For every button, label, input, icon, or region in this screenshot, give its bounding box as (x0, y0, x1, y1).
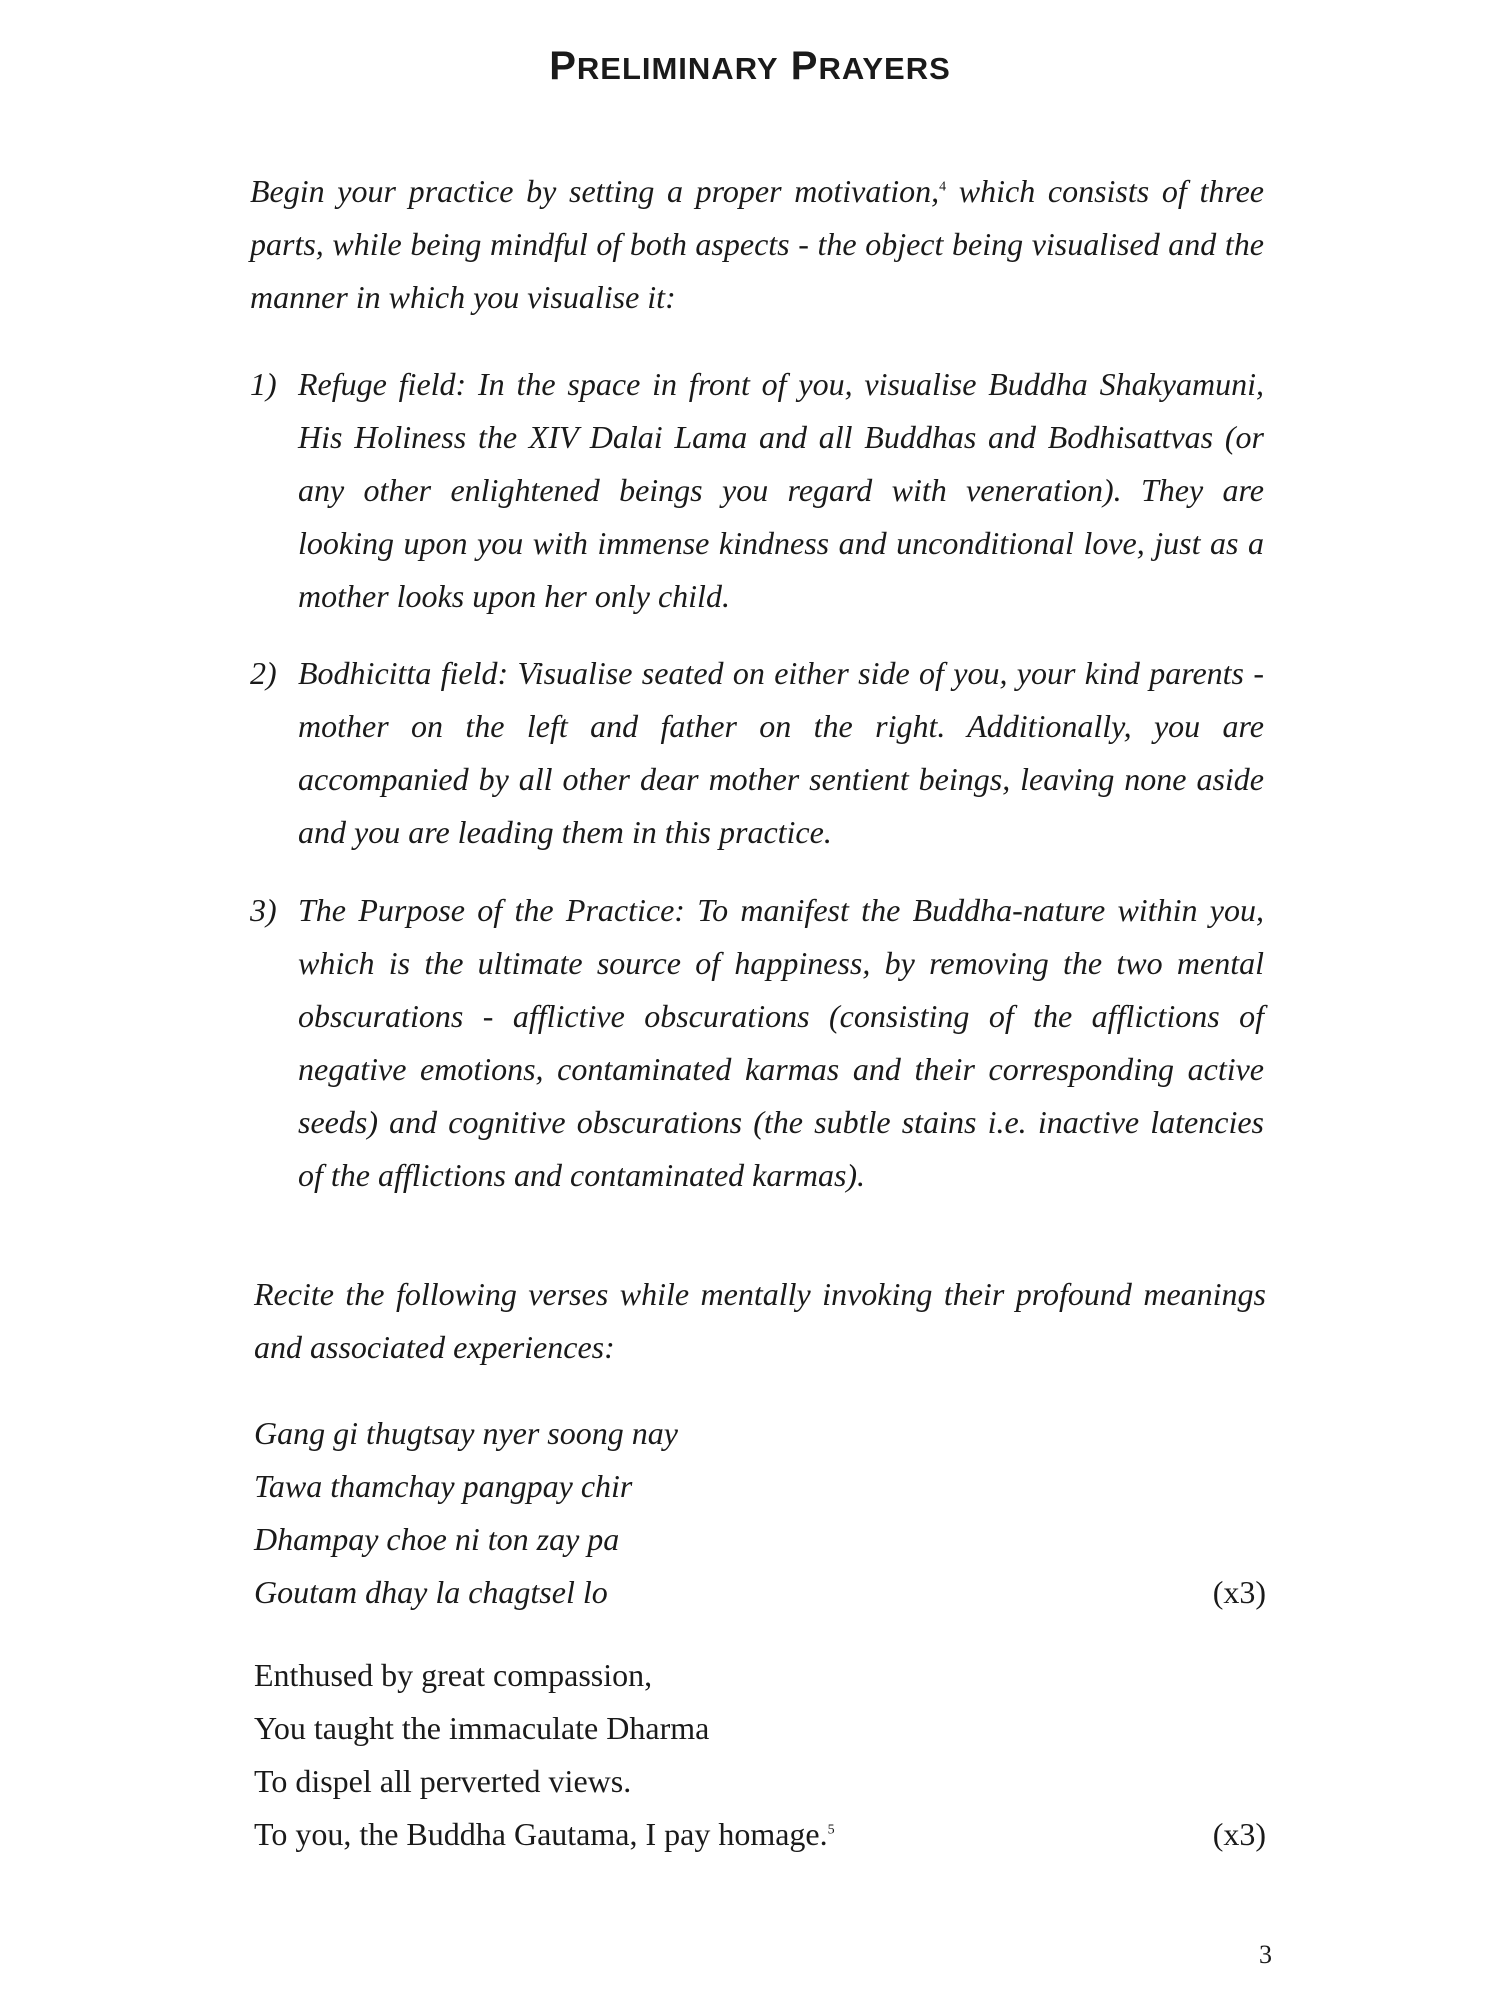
verse-line: Dhampay choe ni ton zay pa (254, 1521, 620, 1557)
list-item-text: Refuge field: In the space in front of you, visualise Buddha Shakyamuni, His Holiness the XIV Dalai Lama and all Buddhas and Bodhisattvas (or any other enlightened beings you regard with veneration). They are looking upon you with immense kindness and unconditional love, just as a mother looks upon her only child. (298, 366, 1264, 614)
verse-line: Enthused by great compassion, (254, 1657, 653, 1693)
verse-line: Gang gi thugtsay nyer soong nay (254, 1415, 678, 1451)
verse-line: Tawa thamchay pangpay chir (254, 1468, 633, 1504)
intro-text-start: Begin your practice by setting a proper motivation, (250, 173, 940, 209)
list-item-text: Bodhicitta field: Visualise seated on either side of you, your kind parents - mother on the left and father on the right. Additionally, you are accompanied by all other dear mother sentient beings, leaving none aside and you are leading them in this practice. (298, 655, 1264, 850)
verse-line: To you, the Buddha Gautama, I pay homage.$^5$ (x3) (254, 1808, 1266, 1861)
intro-text-end: which consists of three parts, while being mindful of both aspects - the object being visualised and the manner in which you visualise it: (250, 173, 1265, 315)
verse-line: You taught the immaculate Dharma (254, 1710, 710, 1746)
intro-paragraph (250, 165, 1264, 324)
footnote-ref-4: 4 (939, 179, 947, 195)
recite-instruction: Recite the following verses while mentally invoking their profound meanings and associated experiences: (254, 1276, 1266, 1365)
verse-line: To dispel all perverted views. (254, 1763, 632, 1799)
verse-translation (254, 1649, 1266, 1861)
list-item-number: 3) (250, 892, 277, 928)
page-number: 3 (1259, 1940, 1272, 1969)
repeat-marker: (x3) (1212, 1816, 1266, 1852)
list-item-number: 1) (250, 366, 277, 402)
footnote-ref-5: 5 (827, 1822, 835, 1838)
page-title (0, 44, 1500, 89)
title-cap-1: P (549, 44, 577, 88)
list-item (250, 884, 1264, 1202)
title-rest-1: RELIMINARY (576, 51, 779, 86)
title-rest-2: RAYERS (818, 51, 951, 86)
list-item-number: 2) (250, 655, 277, 691)
verse-line: Goutam dhay la chagtsel lo (x3) (254, 1566, 1266, 1619)
list-item-text: The Purpose of the Practice: To manifest the Buddha-nature within you, which is the ultimate source of happiness, by removing the two mental obscurations - afflictive obscurations (consisting of the afflictions of negative emotions, contaminated karmas and their corresponding active seeds) and cognitive obscurations (the subtle stains i.e. inactive latencies of the afflictions and contaminated karmas). (298, 892, 1264, 1193)
repeat-marker: (x3) (1212, 1574, 1266, 1610)
list-item (250, 358, 1264, 623)
title-cap-2: P (790, 44, 819, 88)
list-item (250, 647, 1264, 859)
verse-transliteration (254, 1407, 1266, 1619)
